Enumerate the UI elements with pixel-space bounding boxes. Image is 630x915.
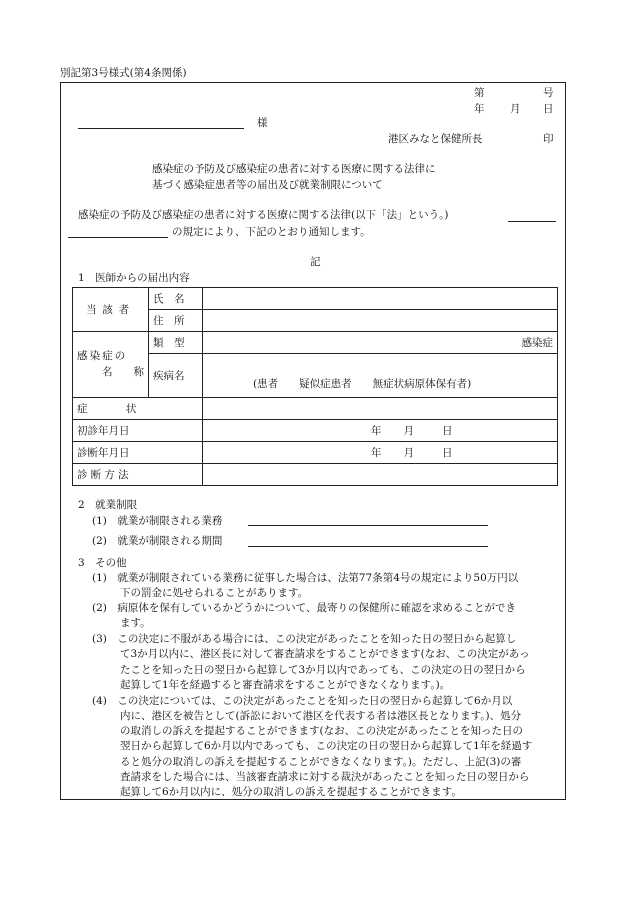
form-title: 別記第3号様式(第4条関係) — [60, 67, 187, 79]
intro-line-2: の規定により、下記のとおり通知します。 — [172, 226, 371, 238]
table-row — [73, 332, 558, 354]
seal-mark: 印 — [543, 133, 554, 145]
table-row — [73, 288, 558, 310]
disease-name-label: 感染症の 名 称 — [73, 332, 149, 398]
name-label: 氏 名 — [149, 288, 203, 310]
table-row — [73, 442, 558, 464]
restricted-work-field[interactable] — [248, 525, 488, 526]
diagnosis-date-label: 診断年月日 — [73, 442, 203, 464]
restricted-period-label: (2) 就業が制限される期間 — [92, 535, 223, 547]
date-year: 年 — [474, 103, 485, 115]
disease-name-sublabel: 疾病名 — [149, 354, 203, 398]
table-row — [73, 420, 558, 442]
type-value[interactable]: 感染症 — [203, 332, 558, 354]
issuer: 港区みなと保健所長 — [388, 133, 483, 145]
intro-line-1: 感染症の予防及び感染症の患者に対する医療に関する法律(以下「法」という。) — [78, 209, 449, 221]
subject-line-1: 感染症の予防及び感染症の患者に対する医療に関する法律に — [152, 163, 436, 175]
addressee-line — [78, 128, 244, 129]
date-day: 日 — [543, 103, 554, 115]
section1-heading: 1 医師からの届出内容 — [78, 272, 190, 284]
ki-heading: 記 — [310, 256, 321, 268]
diagnosis-method-value[interactable] — [203, 464, 558, 486]
address-value[interactable] — [203, 310, 558, 332]
section3-heading: 3 その他 — [78, 557, 127, 569]
symptoms-value[interactable] — [203, 398, 558, 420]
date-month: 月 — [510, 103, 521, 115]
first-visit-label: 初診年月日 — [73, 420, 203, 442]
type-label: 類 型 — [149, 332, 203, 354]
disease-name-value[interactable]: (患者 疑似症患者 無症状病原体保有者) — [203, 354, 558, 398]
law-article-line-2 — [68, 237, 168, 238]
table-row — [73, 464, 558, 486]
first-visit-value[interactable]: 年 月 日 — [203, 420, 558, 442]
diagnosis-date-value[interactable]: 年 月 日 — [203, 442, 558, 464]
subject-line-2: 基づく感染症患者等の届出及び就業制限について — [152, 179, 383, 191]
number-label: 第 — [474, 87, 485, 99]
report-table — [72, 287, 558, 486]
address-label: 住 所 — [149, 310, 203, 332]
symptoms-label: 症 状 — [73, 398, 203, 420]
restricted-period-field[interactable] — [248, 546, 488, 547]
table-row — [73, 398, 558, 420]
number-suffix: 号 — [543, 87, 554, 99]
section2-heading: 2 就業制限 — [78, 499, 138, 511]
law-article-line — [508, 221, 556, 222]
restricted-work-label: (1) 就業が制限される業務 — [92, 515, 223, 527]
diagnosis-method-label: 診断方法 — [73, 464, 203, 486]
name-value[interactable] — [203, 288, 558, 310]
patient-label: 当該者 — [73, 288, 149, 332]
addressee-suffix: 様 — [257, 117, 268, 129]
